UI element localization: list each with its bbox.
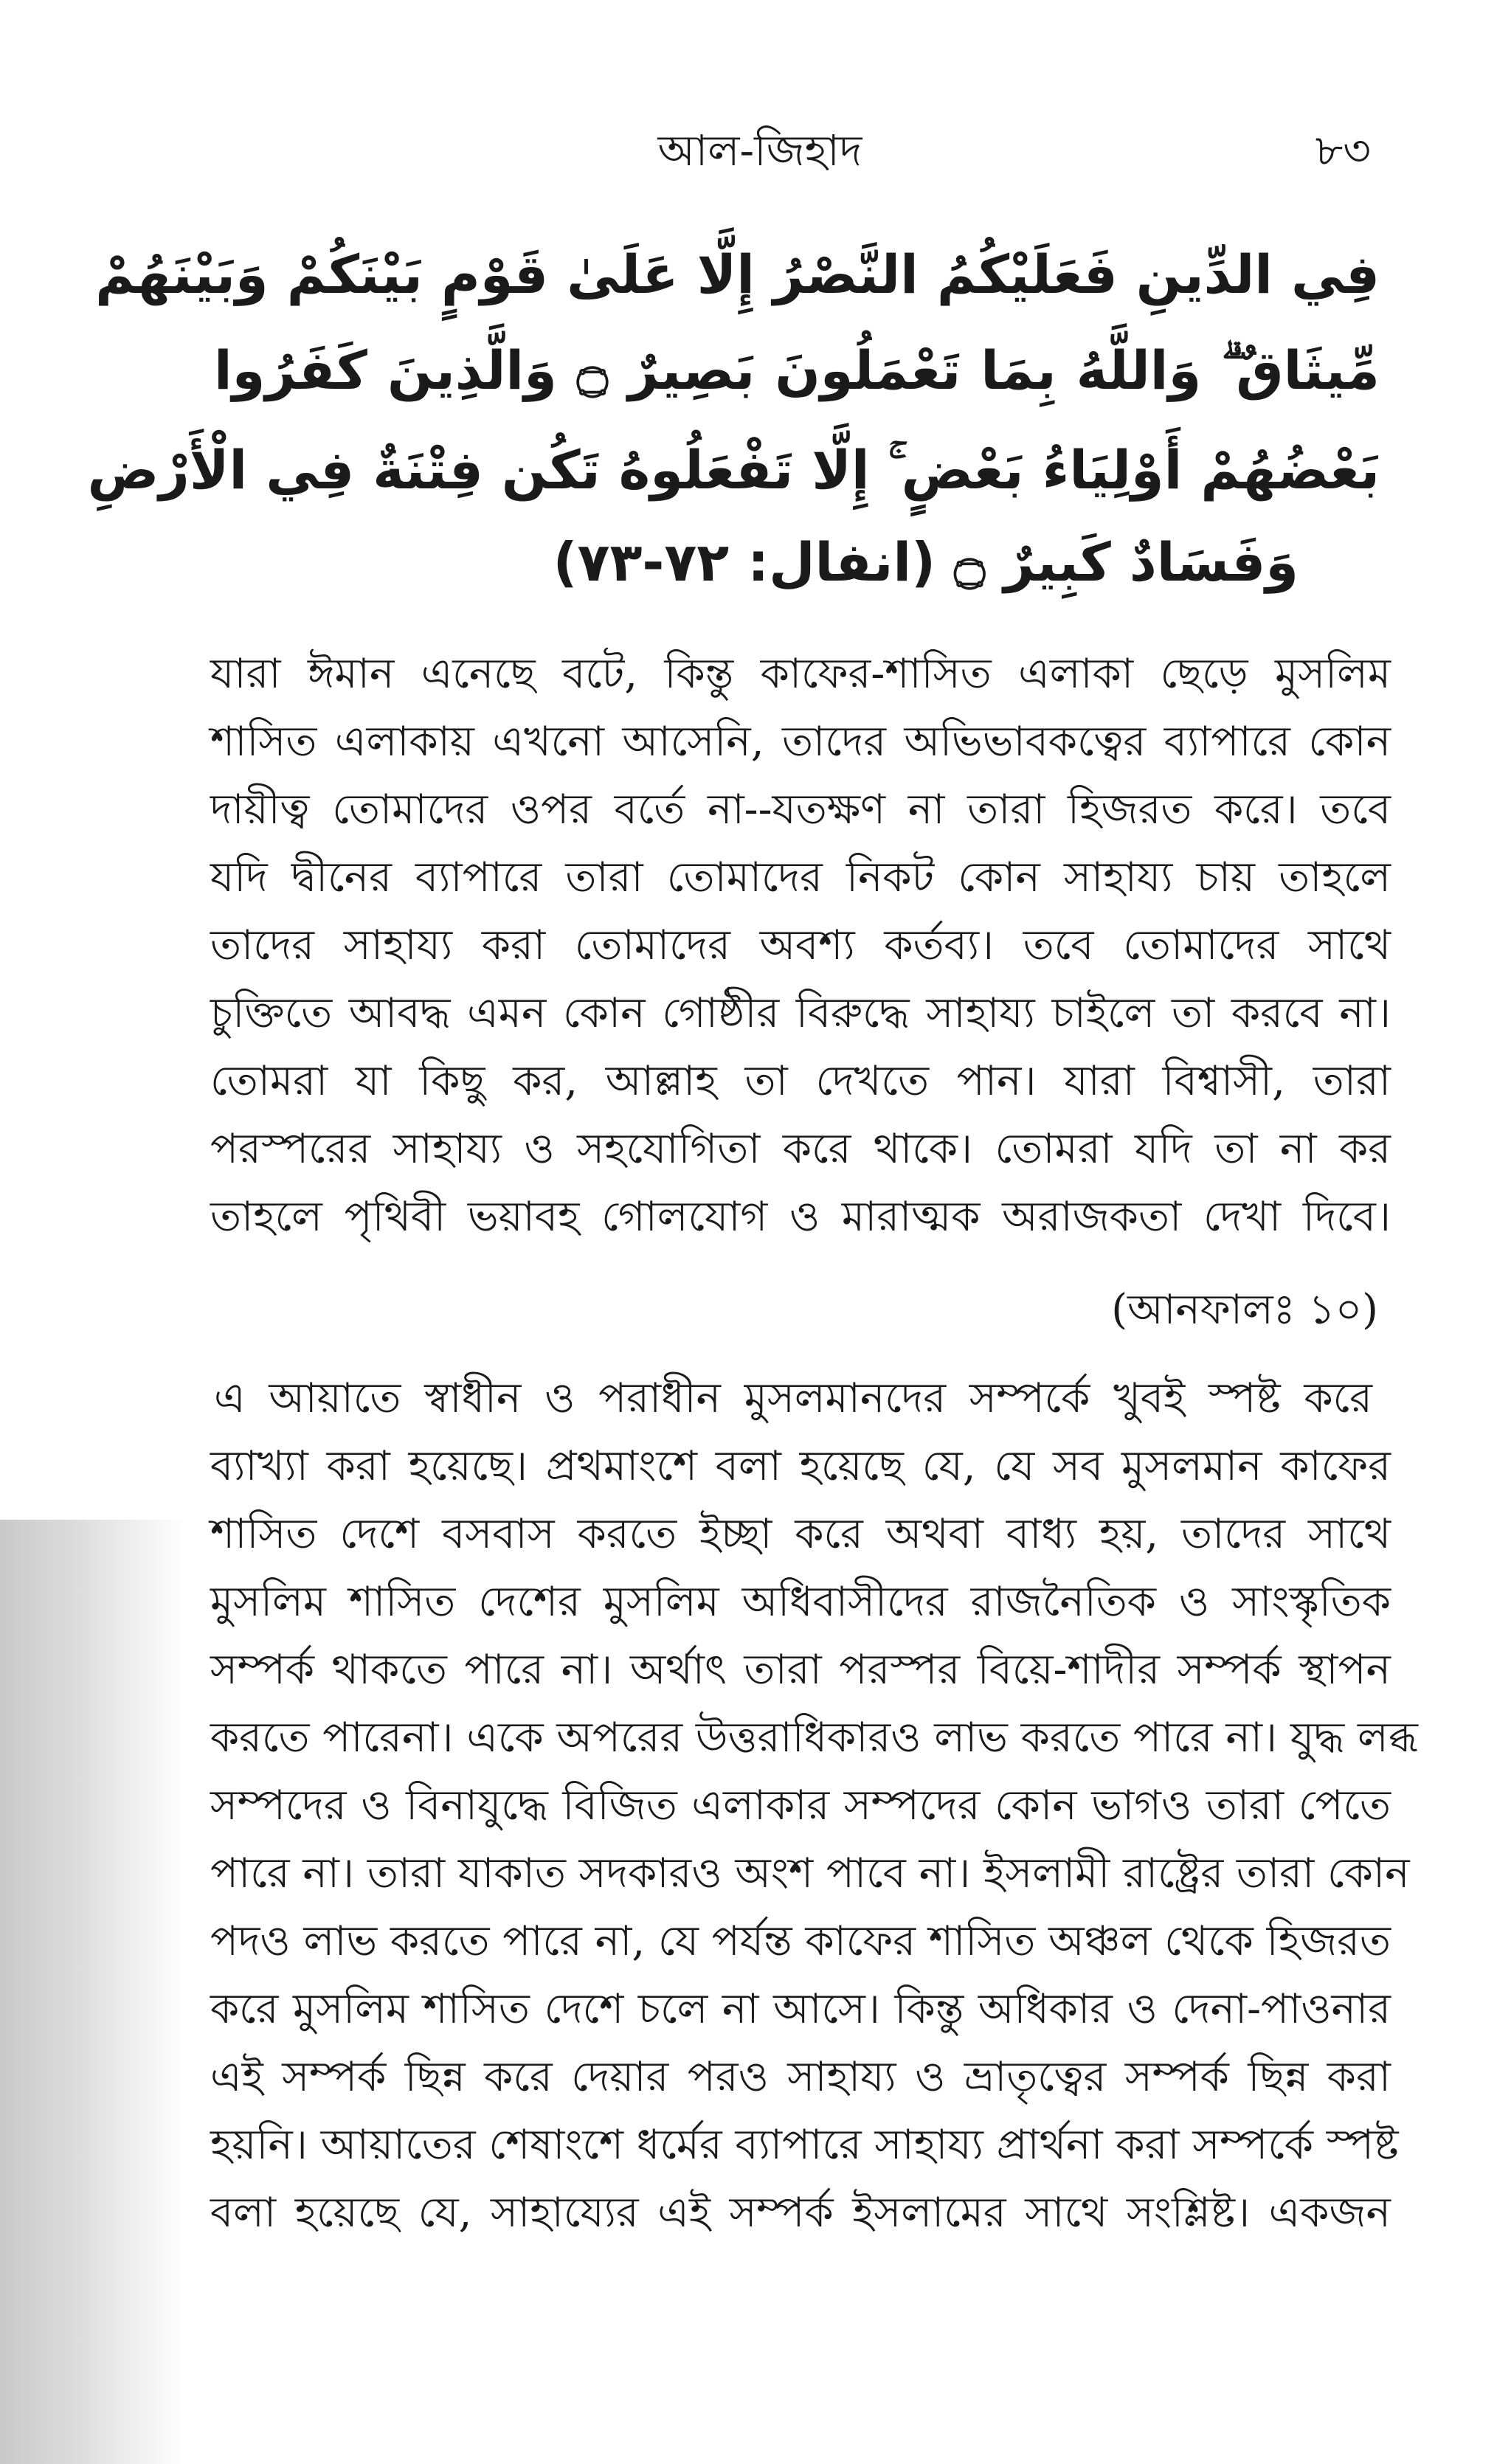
surah-citation: (আনফালঃ ১০) xyxy=(1111,1286,1378,1334)
commentary-line: শাসিত দেশে বসবাস করতে ইচ্ছা করে অথবা বাধ্য হয়, তাদের সাথে xyxy=(210,1510,1391,1558)
translation-line: তাহলে পৃথিবী ভয়াবহ গোলযোগ ও মারাত্মক অরাজকতা দেখা দিবে। xyxy=(210,1193,1391,1241)
commentary-line: পারে না। তারা যাকাত সদকারও অংশ পাবে না। ইসলামী রাষ্ট্রের তারা কোন xyxy=(210,1849,1410,1897)
arabic-verse-line: مِّيثَاقٌ ۗ وَاللَّهُ بِمَا تَعْمَلُونَ بَصِيرٌ ۝ وَالَّذِينَ كَفَرُوا xyxy=(214,339,1380,401)
commentary-line: বলা হয়েছে যে, সাহায্যের এই সম্পর্ক ইসলামের সাথে সংশ্লিষ্ট। একজন xyxy=(210,2189,1391,2237)
commentary-line: মুসলিম শাসিত দেশের মুসলিম অধিবাসীদের রাজনৈতিক ও সাংস্কৃতিক xyxy=(210,1578,1391,1626)
translation-line: শাসিত এলাকায় এখনো আসেনি, তাদের অভিভাবকত্বের ব্যাপারে কোন xyxy=(210,718,1391,766)
arabic-verse-line: فِي الدِّينِ فَعَلَيْكُمُ النَّصْرُ إِلَّا عَلَىٰ قَوْمٍ بَيْنَكُمْ وَبَيْنَهُمْ xyxy=(95,243,1380,305)
arabic-verse-line: بَعْضُهُمْ أَوْلِيَاءُ بَعْضٍ ۚ إِلَّا تَفْعَلُوهُ تَكُن فِتْنَةٌ فِي الْأَرْضِ xyxy=(87,439,1380,501)
translation-line: চুক্তিতে আবদ্ধ এমন কোন গোষ্ঠীর বিরুদ্ধে সাহায্য চাইলে তা করবে না। xyxy=(210,989,1391,1037)
commentary-line: করতে পারেনা। একে অপরের উত্তরাধিকারও লাভ করতে পারে না। যুদ্ধ লব্ধ xyxy=(210,1714,1418,1762)
commentary-line: হয়নি। আয়াতের শেষাংশে ধর্মের ব্যাপারে সাহায্য প্রার্থনা করা সম্পর্কে স্পষ্ট xyxy=(210,2121,1399,2169)
commentary-line: ব্যাখ্যা করা হয়েছে। প্রথমাংশে বলা হয়েছে যে, যে সব মুসলমান কাফের xyxy=(210,1442,1391,1490)
translation-line: যারা ঈমান এনেছে বটে, কিন্তু কাফের-শাসিত এলাকা ছেড়ে মুসলিম xyxy=(210,650,1391,698)
translation-line: যদি দ্বীনের ব্যাপারে তারা তোমাদের নিকট কোন সাহায্য চায় তাহলে xyxy=(210,854,1391,901)
commentary-line: সম্পদের ও বিনাযুদ্ধে বিজিত এলাকার সম্পদের কোন ভাগও তারা পেতে xyxy=(210,1782,1391,1830)
commentary-line: সম্পর্ক থাকতে পারে না। অর্থাৎ তারা পরস্পর বিয়ে-শাদীর সম্পর্ক স্থাপন xyxy=(210,1646,1391,1694)
commentary-line: এ আয়াতে স্বাধীন ও পরাধীন মুসলমানদের সম্পর্কে খুবই স্পষ্ট করে xyxy=(214,1374,1372,1422)
translation-line: দায়ীত্ব তোমাদের ওপর বর্তে না--যতক্ষণ না তারা হিজরত করে। তবে xyxy=(210,786,1391,834)
translation-line: পরস্পরের সাহায্য ও সহযোগিতা করে থাকে। তোমরা যদি তা না কর xyxy=(210,1125,1391,1173)
translation-line: তাদের সাহায্য করা তোমাদের অবশ্য কর্তব্য। তবে তোমাদের সাথে xyxy=(210,921,1391,969)
running-title: আল-জিহাদ xyxy=(657,125,862,176)
commentary-line: করে মুসলিম শাসিত দেশে চলে না আসে। কিন্তু অধিকার ও দেনা-পাওনার xyxy=(210,1985,1391,2033)
binding-shadow xyxy=(0,1520,184,2464)
commentary-line: পদও লাভ করতে পারে না, যে পর্যন্ত কাফের শাসিত অঞ্চল থেকে হিজরত xyxy=(210,1917,1391,1965)
translation-line: তোমরা যা কিছু কর, আল্লাহ তা দেখতে পান। যারা বিশ্বাসী, তারা xyxy=(210,1057,1391,1105)
page-number: ৮৩ xyxy=(1315,125,1371,176)
commentary-line: এই সম্পর্ক ছিন্ন করে দেয়ার পরও সাহায্য ও ভ্রাতৃত্বের সম্পর্ক ছিন্ন করা xyxy=(210,2053,1391,2101)
arabic-verse-line: وَفَسَادٌ كَبِيرٌ ۝ (انفال: ٧٢-٧٣) xyxy=(553,531,1299,593)
